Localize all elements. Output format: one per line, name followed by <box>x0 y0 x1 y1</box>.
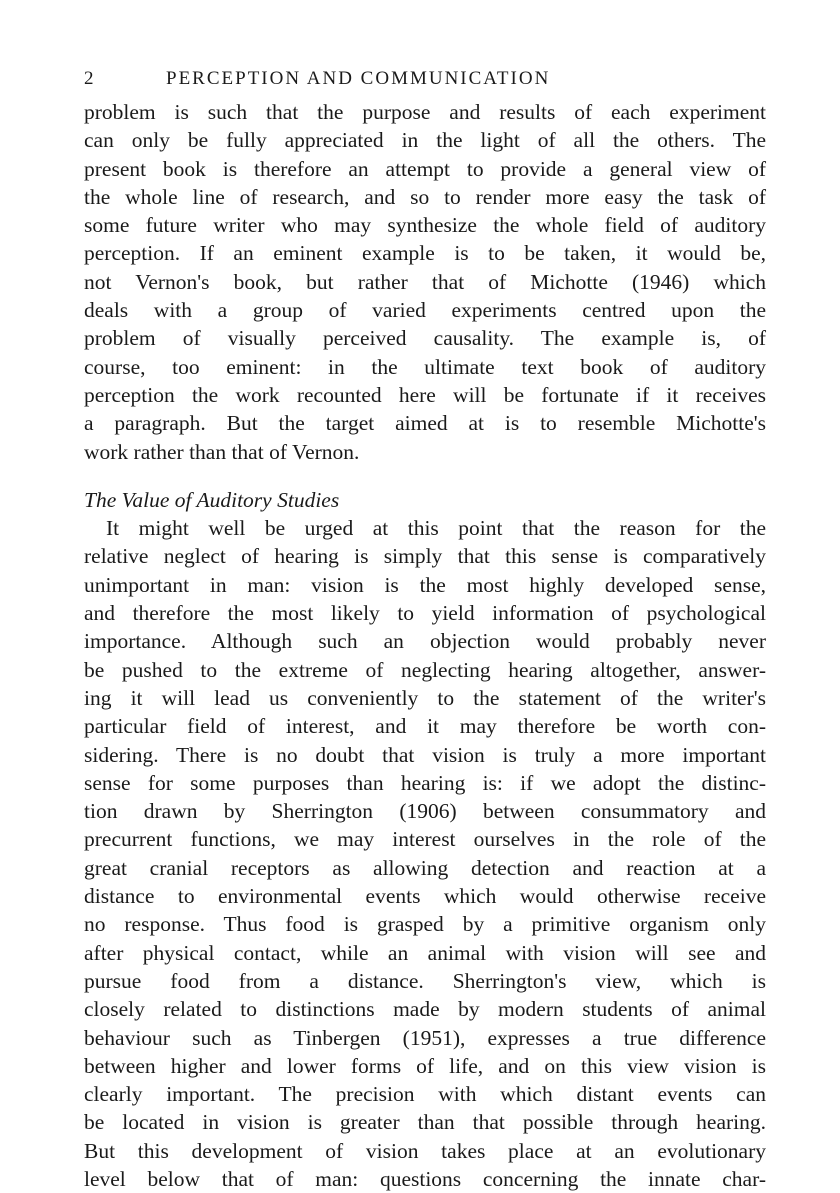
running-title: PERCEPTION AND COMMUNICATION <box>166 68 551 89</box>
text-line: a paragraph. But the target aimed at is to resemble Michotte's <box>84 411 766 436</box>
book-page <box>84 68 766 1193</box>
paragraph-continued <box>84 98 766 466</box>
text-line: level below that of man: questions concerning the innate char- <box>84 1166 766 1191</box>
text-line: and therefore the most likely to yield information of psychological <box>84 601 766 626</box>
running-head <box>84 68 766 98</box>
text-line: problem of visually perceived causality. The example is, of <box>84 326 766 351</box>
text-line: some future writer who may synthesize the whole field of auditory <box>84 213 766 238</box>
text-line: after physical contact, while an animal with vision will see and <box>84 940 766 965</box>
text-line: ing it will lead us conveniently to the statement of the writer's <box>84 685 766 710</box>
text-line: no response. Thus food is grasped by a primitive organism only <box>84 912 766 937</box>
text-line: present book is therefore an attempt to provide a general view of <box>84 156 766 181</box>
text-line: It might well be urged at this point that the reason for the <box>106 516 766 541</box>
text-line: unimportant in man: vision is the most highly developed sense, <box>84 572 766 597</box>
text-line: be located in vision is greater than that possible through hearing. <box>84 1110 766 1135</box>
text-line: distance to environmental events which would otherwise receive <box>84 884 766 909</box>
section-paragraph <box>84 514 766 1193</box>
text-line: closely related to distinctions made by modern students of animal <box>84 997 766 1022</box>
text-line: But this development of vision takes place at an evolutionary <box>84 1138 766 1163</box>
text-line: precurrent functions, we may interest ourselves in the role of the <box>84 827 766 852</box>
text-line: sidering. There is no doubt that vision is truly a more important <box>84 742 766 767</box>
text-line: pursue food from a distance. Sherrington's view, which is <box>84 968 766 993</box>
text-line: perception. If an eminent example is to be taken, it would be, <box>84 241 766 266</box>
text-line: clearly important. The precision with which distant events can <box>84 1082 766 1107</box>
text-line: can only be fully appreciated in the light of all the others. The <box>84 128 766 153</box>
text-line: deals with a group of varied experiments centred upon the <box>84 298 766 323</box>
text-line: not Vernon's book, but rather that of Michotte (1946) which <box>84 269 766 294</box>
text-line: be pushed to the extreme of neglecting hearing altogether, answer- <box>84 657 766 682</box>
text-line: great cranial receptors as allowing detection and reaction at a <box>84 855 766 880</box>
text-line: behaviour such as Tinbergen (1951), expresses a true difference <box>84 1025 766 1050</box>
text-line: problem is such that the purpose and results of each experiment <box>84 100 766 124</box>
text-line: perception the work recounted here will be fortunate if it receives <box>84 382 766 407</box>
text-line: relative neglect of hearing is simply that this sense is comparatively <box>84 544 766 569</box>
page-number: 2 <box>84 68 94 89</box>
text-line: between higher and lower forms of life, and on this view vision is <box>84 1053 766 1078</box>
text-line: tion drawn by Sherrington (1906) between consummatory and <box>84 799 766 824</box>
text-line: course, too eminent: in the ultimate text book of auditory <box>84 354 766 379</box>
text-line: sense for some purposes than hearing is: if we adopt the distinc- <box>84 770 766 795</box>
text-line: importance. Although such an objection would probably never <box>84 629 766 654</box>
text-line: particular field of interest, and it may therefore be worth con- <box>84 714 766 739</box>
text-line: the whole line of research, and so to render more easy the task of <box>84 184 766 209</box>
text-line: work rather than that of Vernon. <box>84 439 360 464</box>
section-heading: The Value of Auditory Studies <box>84 487 340 512</box>
